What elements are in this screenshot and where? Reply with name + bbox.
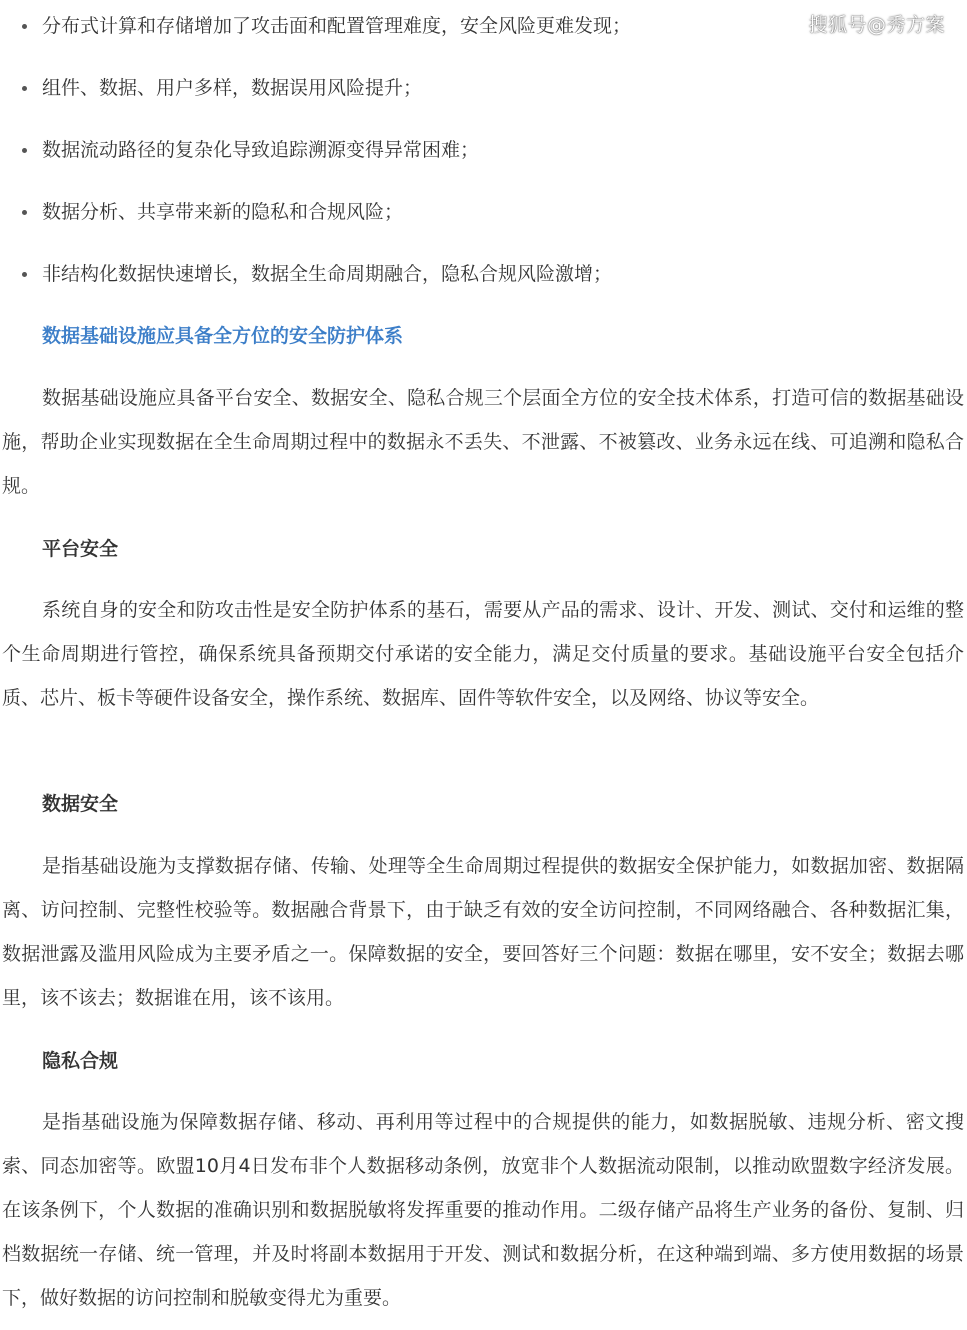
list-item-text: 分布式计算和存储增加了攻击面和配置管理难度，安全风险更难发现； xyxy=(42,15,632,37)
privacy-compliance-heading: 隐私合规 xyxy=(42,1050,119,1072)
bullet-dot-icon xyxy=(22,148,27,153)
list-item xyxy=(0,254,967,316)
list-item-text: 数据流动路径的复杂化导致追踪溯源变得异常困难； xyxy=(42,139,480,161)
data-security-paragraph: 是指基础设施为支撑数据存储、传输、处理等全生命周期过程提供的数据安全保护能力，如数据加密、数据隔离、访问控制、完整性校验等。数据融合背景下，由于缺乏有效的安全访问控制，不同网络融合、各种数据汇集，数据泄露及滥用风险成为主要矛盾之一。保障数据的安全，要回答好三个问题：数据在哪里，安不安全；数据去哪里，该不该去；数据谁在用，该不该用。 xyxy=(2,855,964,1009)
list-item xyxy=(0,192,967,254)
section-intro-paragraph: 数据基础设施应具备平台安全、数据安全、隐私合规三个层面全方位的安全技术体系，打造可信的数据基础设施，帮助企业实现数据在全生命周期过程中的数据永不丢失、不泄露、不被篡改、业务永远在线、可追溯和隐私合规。 xyxy=(2,387,964,497)
privacy-compliance-paragraph: 是指基础设施为保障数据存储、移动、再利用等过程中的合规提供的能力，如数据脱敏、违规分析、密文搜索、同态加密等。欧盟10月4日发布非个人数据移动条例，放宽非个人数据流动限制，以推动欧盟数字经济发展。在该条例下，个人数据的准确识别和数据脱敏将发挥重要的推动作用。二级存储产品将生产业务的备份、复制、归档数据统一存储、统一管理，并及时将副本数据用于开发、测试和数据分析，在这种端到端、多方使用数据的场景下，做好数据的访问控制和脱敏变得尤为重要。 xyxy=(2,1111,964,1309)
list-item xyxy=(0,6,967,68)
list-item xyxy=(0,68,967,130)
list-item-text: 组件、数据、用户多样，数据误用风险提升； xyxy=(42,77,423,99)
watermark: 搜狐号@秀方案 xyxy=(808,14,945,36)
bullet-dot-icon xyxy=(22,210,27,215)
list-item xyxy=(0,130,967,192)
list-item-text: 数据分析、共享带来新的隐私和合规风险； xyxy=(42,201,404,223)
platform-security-paragraph: 系统自身的安全和防攻击性是安全防护体系的基石，需要从产品的需求、设计、开发、测试、交付和运维的整个生命周期进行管控，确保系统具备预期交付承诺的安全能力，满足交付质量的要求。基础设施平台安全包括介质、芯片、板卡等硬件设备安全，操作系统、数据库、固件等软件安全，以及网络、协议等安全。 xyxy=(2,599,964,709)
bullet-dot-icon xyxy=(22,272,27,277)
section-heading: 数据基础设施应具备全方位的安全防护体系 xyxy=(42,325,404,347)
bullet-dot-icon xyxy=(22,24,27,29)
list-item-text: 非结构化数据快速增长，数据全生命周期融合，隐私合规风险激增； xyxy=(42,263,613,285)
data-security-heading: 数据安全 xyxy=(42,793,119,815)
platform-security-heading: 平台安全 xyxy=(42,538,119,560)
bullet-dot-icon xyxy=(22,86,27,91)
risk-bullet-list xyxy=(0,6,967,316)
